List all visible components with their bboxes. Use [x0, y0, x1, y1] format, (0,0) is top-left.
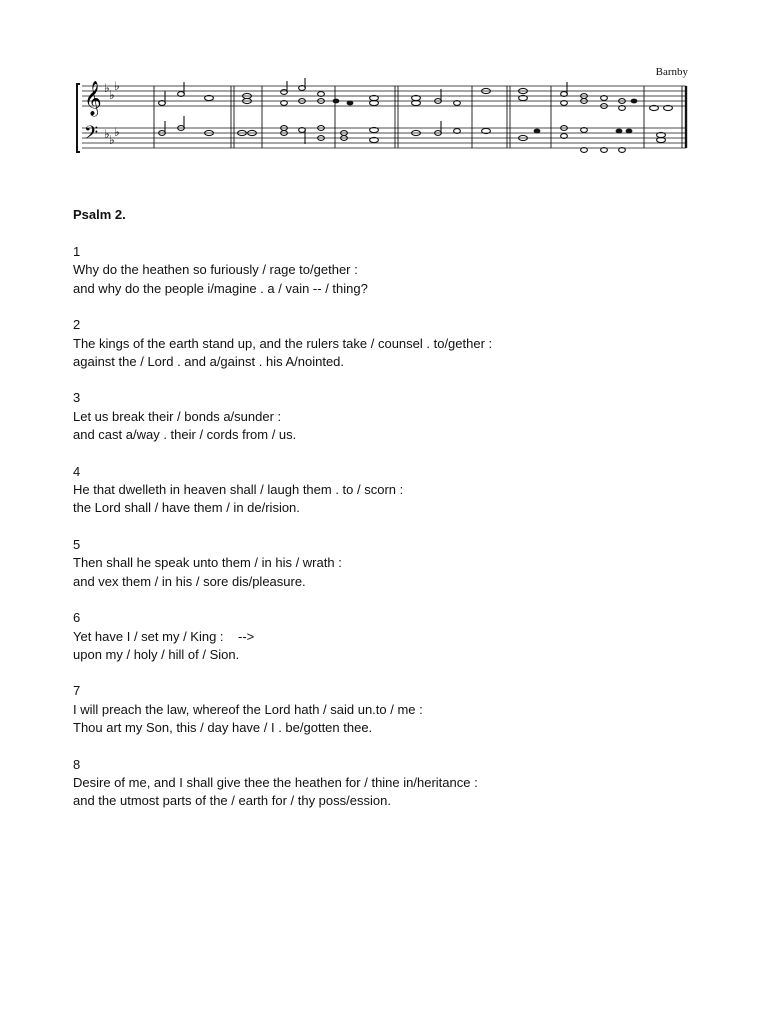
verse-line-1: Let us break their / bonds a/sunder :: [73, 408, 282, 424]
verse-number: 5: [73, 536, 81, 552]
verse-number: 1: [73, 244, 81, 259]
verse-5: [73, 536, 713, 591]
verse-line-1: Desire of me, and I shall give thee the heathen for / thine in/heritance :: [73, 774, 478, 790]
svg-text:♭: ♭: [104, 81, 110, 95]
verse-line-1: Then shall he speak unto them / in his / wrath :: [73, 555, 342, 571]
verse-line-2: Thou art my Son, this / day have / I . be/gotten thee.: [73, 720, 373, 736]
verse-number: 8: [73, 756, 81, 772]
svg-text:♭: ♭: [104, 127, 110, 141]
verse-line-2: and cast a/way . their / cords from / us.: [73, 427, 297, 443]
verse-number: 2: [73, 317, 81, 333]
composer-name: Barnby: [655, 66, 688, 78]
verse-7: [73, 682, 713, 737]
verse-3: [73, 389, 713, 444]
svg-text:♭: ♭: [114, 125, 120, 139]
psalm-title: Psalm 2.: [73, 207, 126, 222]
svg-text:♭: ♭: [109, 133, 115, 147]
verse-number: 7: [73, 683, 81, 699]
verse-line-2: upon my / holy / hill of / Sion.: [73, 646, 240, 662]
verse-line-1: I will preach the law, whereof the Lord hath / said un.to / me :: [73, 701, 423, 717]
verse-8: [73, 756, 713, 811]
svg-text:♭: ♭: [114, 79, 120, 93]
verse-line-1: Why do the heathen so furiously / rage to/gether :: [73, 262, 358, 278]
verse-line-2: the Lord shall / have them / in de/rision.: [73, 500, 300, 516]
verse-line-2: and the utmost parts of the / earth for / thy poss/ession.: [73, 793, 391, 809]
music-staff-icon: [74, 78, 694, 158]
verse-line-1: The kings of the earth stand up, and the rulers take / counsel . to/gether :: [73, 335, 493, 351]
verse-number: 3: [73, 390, 81, 406]
verse-number: 6: [73, 610, 81, 626]
verse-list: [73, 243, 713, 829]
svg-text:𝄢: 𝄢: [84, 123, 99, 148]
verse-line-2: and why do the people i/magine . a / vain -- / thing?: [73, 280, 368, 296]
svg-text:♭: ♭: [109, 88, 115, 102]
svg-text:𝄞: 𝄞: [84, 81, 102, 116]
verse-line-1: He that dwelleth in heaven shall / laugh them . to / scorn :: [73, 482, 404, 498]
chant-score: [74, 78, 694, 158]
verse-6: [73, 609, 713, 664]
verse-number: 4: [73, 463, 81, 479]
verse-2: [73, 316, 713, 371]
verse-4: [73, 463, 713, 518]
verse-1: [73, 243, 713, 298]
verse-line-2: against the / Lord . and a/gainst . his A/nointed.: [73, 354, 345, 370]
verse-line-2: and vex them / in his / sore dis/pleasure.: [73, 573, 306, 589]
verse-line-1: Yet have I / set my / King : -->: [73, 628, 255, 644]
